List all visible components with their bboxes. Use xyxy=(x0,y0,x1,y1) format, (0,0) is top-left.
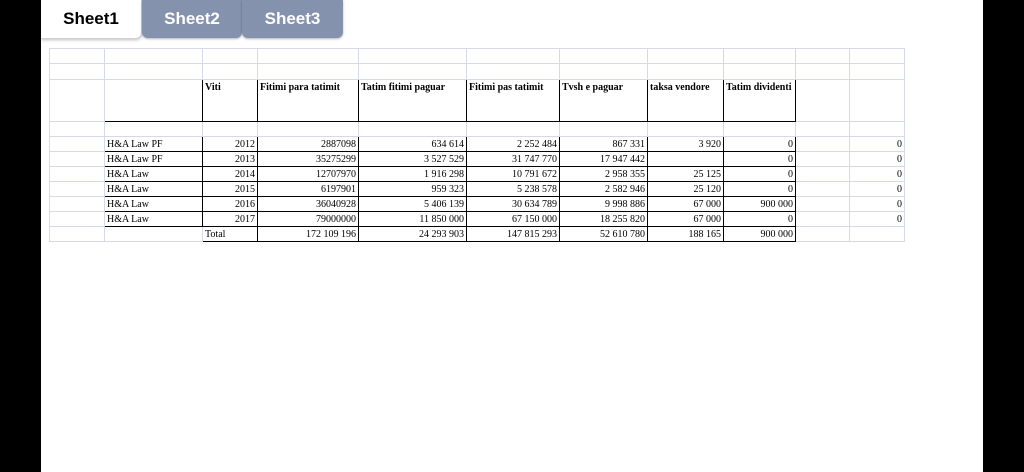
empty-row xyxy=(50,49,905,64)
company-cell[interactable]: H&A Law xyxy=(105,167,203,182)
taksa-cell[interactable]: 25 120 xyxy=(648,182,724,197)
tatim-fitimi-cell[interactable]: 11 850 000 xyxy=(359,212,467,227)
tvsh-cell[interactable]: 2 582 946 xyxy=(560,182,648,197)
fitimi-para-cell[interactable]: 79000000 xyxy=(258,212,359,227)
extra-value-cell[interactable]: 0 xyxy=(850,197,905,212)
fitimi-para-cell[interactable]: 35275299 xyxy=(258,152,359,167)
tatim-dividenti-cell[interactable]: 0 xyxy=(724,167,796,182)
total-row xyxy=(50,227,905,242)
table-row xyxy=(50,212,905,227)
year-cell[interactable]: 2015 xyxy=(203,182,258,197)
taksa-cell[interactable]: 25 125 xyxy=(648,167,724,182)
table-row xyxy=(50,152,905,167)
tatim-fitimi-cell[interactable]: 1 916 298 xyxy=(359,167,467,182)
fitimi-pas-cell[interactable]: 2 252 484 xyxy=(467,137,560,152)
extra-value-cell[interactable]: 0 xyxy=(850,137,905,152)
company-cell[interactable]: H&A Law xyxy=(105,212,203,227)
empty-row xyxy=(50,122,905,137)
tatim-dividenti-cell[interactable]: 0 xyxy=(724,152,796,167)
fitimi-pas-cell[interactable]: 10 791 672 xyxy=(467,167,560,182)
fitimi-para-cell[interactable]: 2887098 xyxy=(258,137,359,152)
header-fitimi-pas-tatimit[interactable]: Fitimi pas tatimit xyxy=(467,80,560,122)
empty-row xyxy=(50,64,905,80)
tab-sheet3[interactable]: Sheet3 xyxy=(242,0,343,38)
fitimi-pas-cell[interactable]: 67 150 000 xyxy=(467,212,560,227)
taksa-cell[interactable]: 67 000 xyxy=(648,212,724,227)
tatim-dividenti-cell[interactable]: 0 xyxy=(724,212,796,227)
table-row xyxy=(50,197,905,212)
tatim-dividenti-cell[interactable]: 0 xyxy=(724,137,796,152)
fitimi-para-cell[interactable]: 6197901 xyxy=(258,182,359,197)
header-row xyxy=(50,80,905,122)
taksa-cell[interactable]: 3 920 xyxy=(648,137,724,152)
tatim-dividenti-cell[interactable]: 900 000 xyxy=(724,197,796,212)
extra-value-cell[interactable]: 0 xyxy=(850,167,905,182)
tvsh-cell[interactable]: 9 998 886 xyxy=(560,197,648,212)
table-row xyxy=(50,167,905,182)
tvsh-cell[interactable]: 18 255 820 xyxy=(560,212,648,227)
year-cell[interactable]: 2013 xyxy=(203,152,258,167)
header-taksa-vendore[interactable]: taksa vendore xyxy=(648,80,724,122)
total-tatim-fitimi[interactable]: 24 293 903 xyxy=(359,227,467,242)
header-tvsh-e-paguar[interactable]: Tvsh e paguar xyxy=(560,80,648,122)
spreadsheet-screen xyxy=(41,0,983,472)
tatim-dividenti-cell[interactable]: 0 xyxy=(724,182,796,197)
tvsh-cell[interactable]: 867 331 xyxy=(560,137,648,152)
header-viti[interactable]: Viti xyxy=(203,80,258,122)
sheet-tab-bar xyxy=(41,0,983,40)
tatim-fitimi-cell[interactable]: 3 527 529 xyxy=(359,152,467,167)
company-cell[interactable]: H&A Law xyxy=(105,182,203,197)
total-fitimi-para[interactable]: 172 109 196 xyxy=(258,227,359,242)
total-tvsh[interactable]: 52 610 780 xyxy=(560,227,648,242)
year-cell[interactable]: 2016 xyxy=(203,197,258,212)
tab-sheet1[interactable]: Sheet1 xyxy=(41,0,142,39)
company-cell[interactable]: H&A Law xyxy=(105,197,203,212)
fitimi-pas-cell[interactable]: 5 238 578 xyxy=(467,182,560,197)
total-fitimi-pas[interactable]: 147 815 293 xyxy=(467,227,560,242)
data-table xyxy=(49,48,905,242)
taksa-cell[interactable] xyxy=(648,152,724,167)
header-tatim-fitimi-paguar[interactable]: Tatim fitimi paguar xyxy=(359,80,467,122)
tvsh-cell[interactable]: 2 958 355 xyxy=(560,167,648,182)
year-cell[interactable]: 2017 xyxy=(203,212,258,227)
year-cell[interactable]: 2014 xyxy=(203,167,258,182)
tatim-fitimi-cell[interactable]: 959 323 xyxy=(359,182,467,197)
tvsh-cell[interactable]: 17 947 442 xyxy=(560,152,648,167)
table-row xyxy=(50,137,905,152)
tab-sheet2[interactable]: Sheet2 xyxy=(142,0,242,38)
fitimi-pas-cell[interactable]: 30 634 789 xyxy=(467,197,560,212)
company-cell[interactable]: H&A Law PF xyxy=(105,152,203,167)
tatim-fitimi-cell[interactable]: 634 614 xyxy=(359,137,467,152)
total-taksa[interactable]: 188 165 xyxy=(648,227,724,242)
header-tatim-dividenti[interactable]: Tatim dividenti xyxy=(724,80,796,122)
year-cell[interactable]: 2012 xyxy=(203,137,258,152)
fitimi-para-cell[interactable]: 36040928 xyxy=(258,197,359,212)
fitimi-para-cell[interactable]: 12707970 xyxy=(258,167,359,182)
tatim-fitimi-cell[interactable]: 5 406 139 xyxy=(359,197,467,212)
total-label[interactable]: Total xyxy=(203,227,258,242)
extra-value-cell[interactable]: 0 xyxy=(850,152,905,167)
extra-value-cell[interactable]: 0 xyxy=(850,182,905,197)
fitimi-pas-cell[interactable]: 31 747 770 xyxy=(467,152,560,167)
extra-value-cell[interactable]: 0 xyxy=(850,212,905,227)
total-tatim-dividenti[interactable]: 900 000 xyxy=(724,227,796,242)
taksa-cell[interactable]: 67 000 xyxy=(648,197,724,212)
header-fitimi-para-tatimit[interactable]: Fitimi para tatimit xyxy=(258,80,359,122)
company-cell[interactable]: H&A Law PF xyxy=(105,137,203,152)
spreadsheet-grid[interactable] xyxy=(49,48,905,242)
table-row xyxy=(50,182,905,197)
